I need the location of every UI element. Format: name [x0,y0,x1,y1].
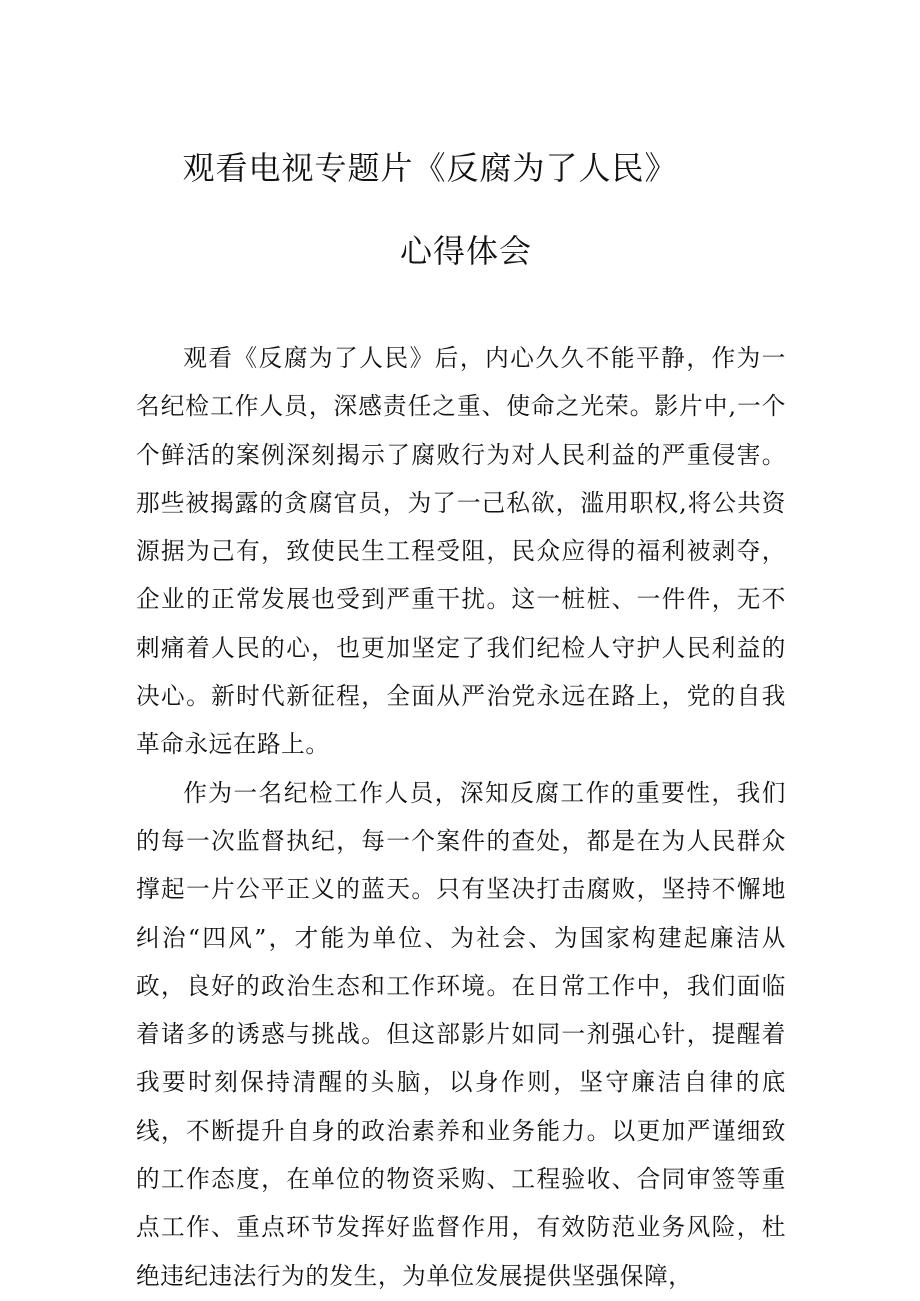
paragraph-1: 观看《反腐为了人民》后，内心久久不能平静，作为一名纪检工作人员，深感责任之重、使命之光荣。影片中,一个个鲜活的案例深刻揭示了腐败行为对人民利益的严重侵害。那些被揭露的贪腐官员，为了一己私欲，滥用职权,将公共资源据为己有，致使民生工程受阻，民众应得的福利被剥夺，企业的正常发展也受到严重干扰。这一桩桩、一件件，无不刺痛着人民的心，也更加坚定了我们纪检人守护人民利益的决心。新时代新征程，全面从严治党永远在路上，党的自我革命永远在路上。 [136,344,786,759]
document-body [136,334,786,1300]
document-title-line-2: 心得体会 [399,232,532,270]
document-title-line-1: 观看电视专题片《反腐为了人民》 [182,149,678,187]
paragraph-2: 作为一名纪检工作人员，深知反腐工作的重要性，我们的每一次监督执纪，每一个案件的查处，都是在为人民群众撑起一片公平正义的蓝天。只有坚决打击腐败，坚持不懈地纠治“四风”，才能为单位、为社会、为国家构建起廉洁从政，良好的政治生态和工作环境。在日常工作中，我们面临着诸多的诱惑与挑战。但这部影片如同一剂强心针，提醒着我要时刻保持清醒的头脑，以身作则，坚守廉洁自律的底线，不断提升自身的政治素养和业务能力。以更加严谨细致的工作态度，在单位的物资采购、工程验收、合同审签等重点工作、重点环节发挥好监督作用，有效防范业务风险，杜绝违纪违法行为的发生，为单位发展提供坚强保障， [136,778,786,1290]
